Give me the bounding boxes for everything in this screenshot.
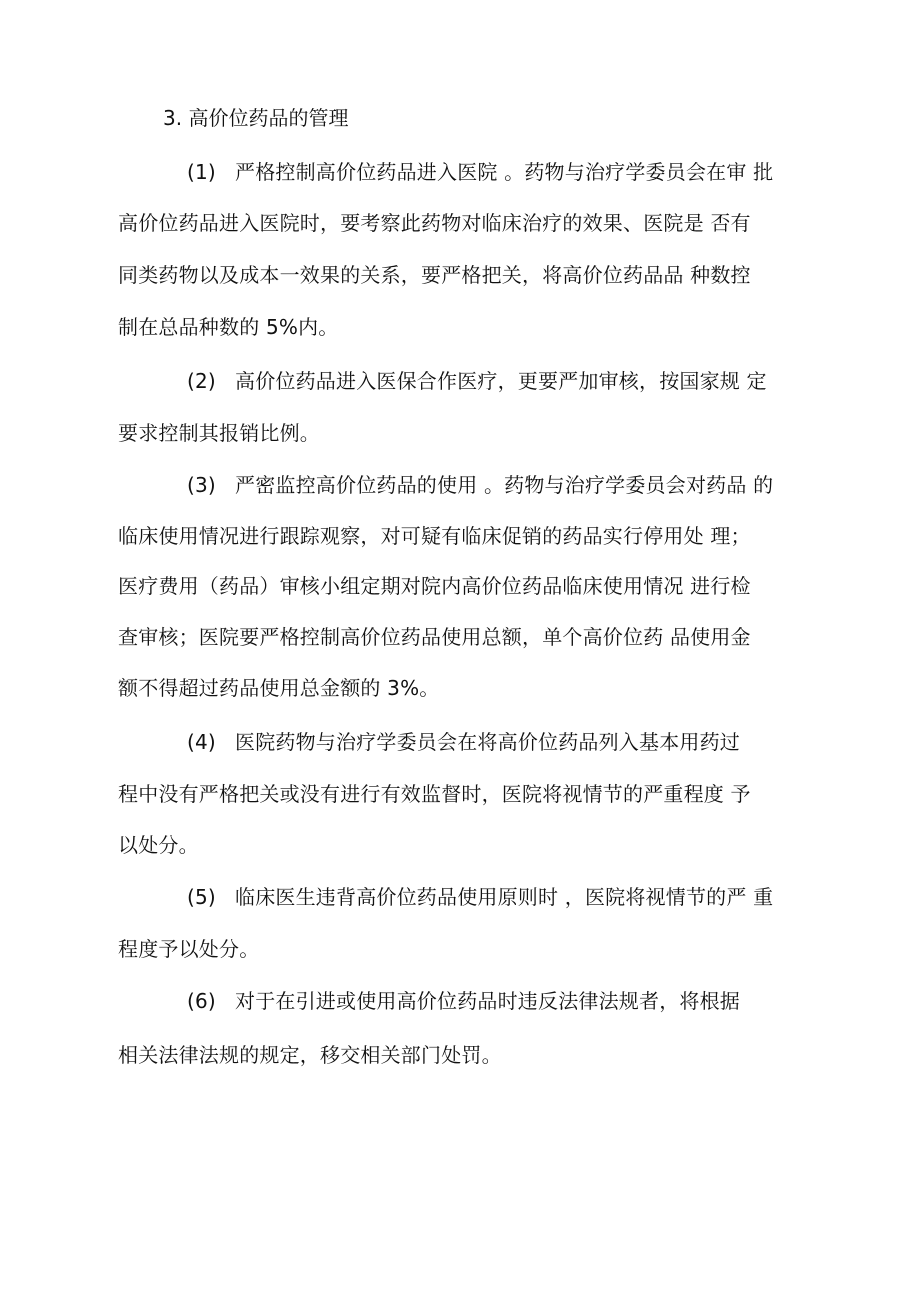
paragraph-1-line-1: (1) 严格控制高价位药品进入医院 。药物与治疗学委员会在审 批 <box>187 157 817 187</box>
paragraph-1-number: (1) <box>187 160 216 184</box>
paragraph-1-line-3: 同类药物以及成本一效果的关系，要严格把关，将高价位药品品 种数控 <box>118 263 751 287</box>
paragraph-3-number: (3) <box>187 473 216 497</box>
paragraph-4-number: (4) <box>187 730 216 754</box>
paragraph-2-line-1: (2) 高价位药品进入医保合作医疗，更要严加审核，按国家规 定 <box>187 366 817 396</box>
paragraph-5-line-2: 程度予以处分。 <box>118 937 260 961</box>
paragraph-3-line-4: 查审核；医院要严格控制高价位药品使用总额，单个高价位药 品使用金 <box>118 625 751 649</box>
paragraph-3-line-3: 医疗费用（药品）审核小组定期对院内高价位药品临床使用情况 进行检 <box>118 574 751 598</box>
paragraph-5-number: (5) <box>187 885 216 909</box>
paragraph-2-number: (2) <box>187 369 216 393</box>
paragraph-1-line-4: 制在总品种数的 5%内。 <box>118 315 339 339</box>
paragraph-4-line-1: (4) 医院药物与治疗学委员会在将高价位药品列入基本用药过 <box>187 727 817 757</box>
paragraph-6-line-1: (6) 对于在引进或使用高价位药品时违反法律法规者，将根据 <box>187 986 817 1016</box>
section-heading: 3. 高价位药品的管理 <box>163 106 349 130</box>
paragraph-2-line-2: 要求控制其报销比例。 <box>118 421 320 445</box>
paragraph-1-line-2: 高价位药品进入医院时，要考察此药物对临床治疗的效果、医院是 否有 <box>118 211 751 235</box>
paragraph-3-line-5: 额不得超过药品使用总金额的 3%。 <box>118 676 440 700</box>
paragraph-4-line-2: 程中没有严格把关或没有进行有效监督时，医院将视情节的严重程度 予 <box>118 782 751 806</box>
paragraph-3-line-1: (3) 严密监控高价位药品的使用 。药物与治疗学委员会对药品 的 <box>187 470 817 500</box>
paragraph-6-line-2: 相关法律法规的规定，移交相关部门处罚。 <box>118 1043 502 1067</box>
paragraph-6-number: (6) <box>187 989 216 1013</box>
paragraph-4-line-3: 以处分。 <box>118 833 199 857</box>
paragraph-5-line-1: (5) 临床医生违背高价位药品使用原则时 ，医院将视情节的严 重 <box>187 882 817 912</box>
paragraph-3-line-2: 临床使用情况进行跟踪观察，对可疑有临床促销的药品实行停用处 理； <box>118 524 751 548</box>
